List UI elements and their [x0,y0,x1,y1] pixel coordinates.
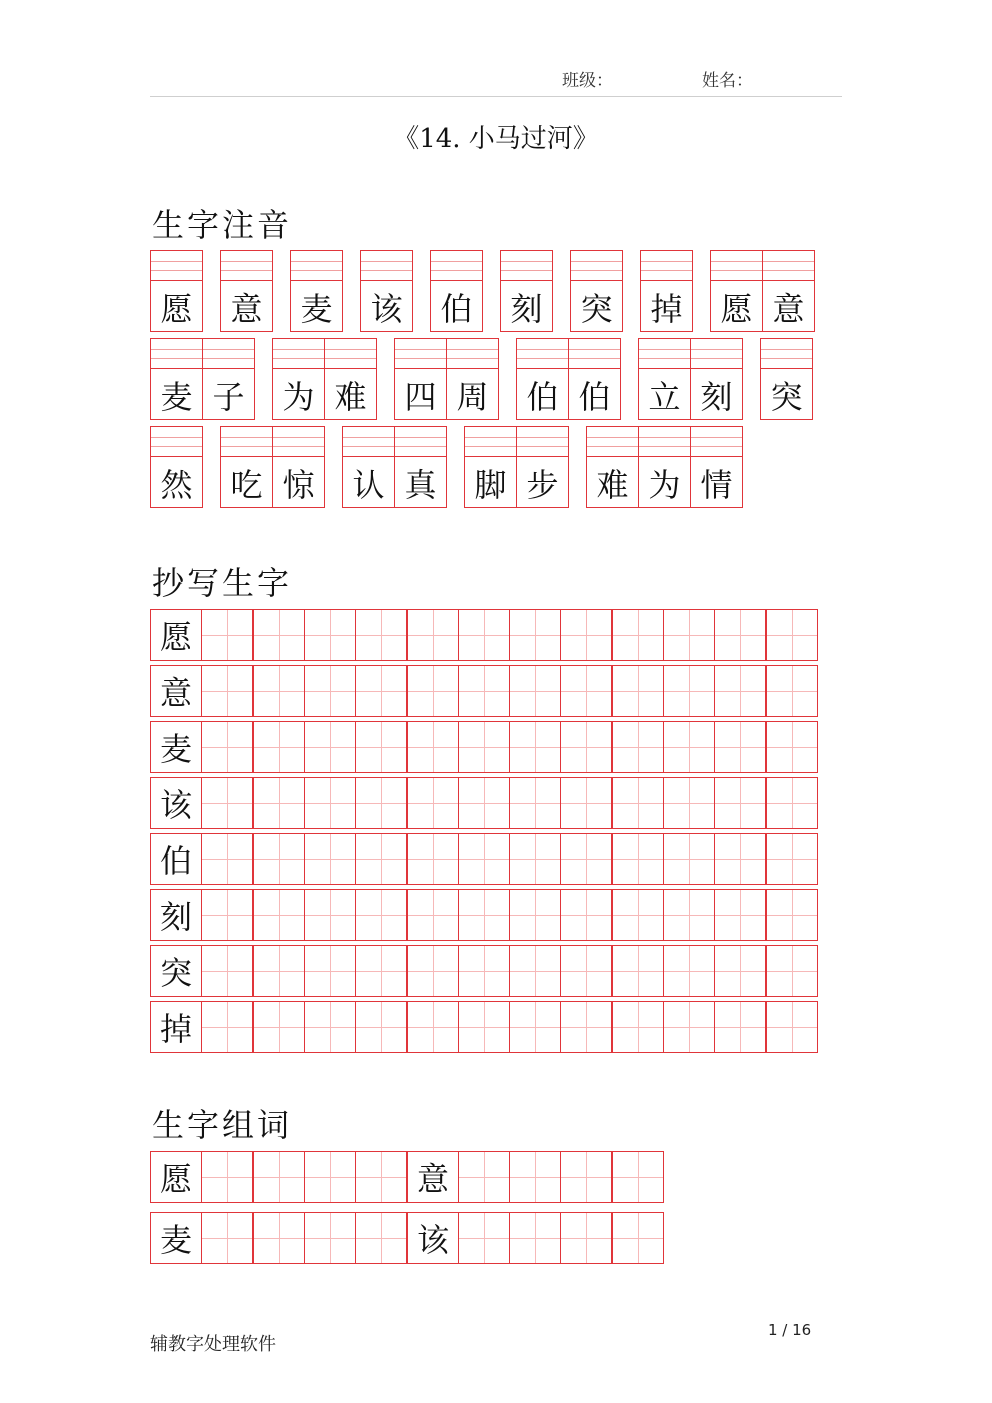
character-cell [150,427,202,507]
word-practice-cell[interactable] [560,1212,612,1264]
pinyin-word-box[interactable] [586,426,743,508]
practice-cell[interactable] [560,1001,612,1053]
word-practice-cell[interactable] [253,1212,305,1264]
practice-cell[interactable] [612,721,664,773]
practice-cell[interactable] [714,777,766,829]
practice-cell[interactable] [766,833,818,885]
character-cell [638,427,690,507]
practice-cell[interactable] [560,945,612,997]
character: 周 [456,378,489,416]
practice-cell[interactable] [560,665,612,717]
practice-cell[interactable] [663,833,715,885]
character: 步 [526,466,559,504]
character-cell [762,251,814,331]
character: 愿 [720,290,753,328]
practice-cell[interactable] [407,889,459,941]
practice-cell[interactable] [458,665,510,717]
character: 刻 [700,378,733,416]
character-cell [290,251,342,331]
character-cell [710,251,762,331]
practice-cell[interactable] [407,609,459,661]
practice-cell[interactable] [663,945,715,997]
character-cell [394,339,446,419]
practice-cell[interactable] [766,665,818,717]
practice-cell[interactable] [201,721,253,773]
character: 为 [648,466,681,504]
practice-cell[interactable] [714,609,766,661]
practice-cell[interactable] [253,1001,305,1053]
practice-cell[interactable] [560,609,612,661]
worksheet-title: 《14. 小马过河》 [393,124,599,154]
character-cell [394,427,446,507]
character-cell [342,427,394,507]
character: 伯 [526,378,559,416]
practice-cell[interactable] [201,609,253,661]
class-label: 班级： [562,71,613,91]
practice-cell[interactable] [304,609,356,661]
practice-cell[interactable] [355,833,407,885]
character-cell [690,339,742,419]
character-cell [272,427,324,507]
pinyin-word-box[interactable] [570,250,623,332]
character-cell [202,339,254,419]
pinyin-word-box[interactable] [430,250,483,332]
character: 为 [282,378,315,416]
practice-cell[interactable] [509,777,561,829]
model-character: 愿 [150,609,202,661]
model-character: 该 [150,777,202,829]
character-cell [150,251,202,331]
word-practice-cell[interactable] [201,1151,253,1203]
practice-cell[interactable] [509,721,561,773]
practice-cell[interactable] [201,665,253,717]
practice-cell[interactable] [714,721,766,773]
word-model-character: 意 [407,1151,459,1203]
practice-cell[interactable] [201,889,253,941]
word-practice-cell[interactable] [304,1151,356,1203]
page-number: 1 / 16 [768,1321,812,1339]
practice-cell[interactable] [509,1001,561,1053]
practice-cell[interactable] [663,1001,715,1053]
practice-cell[interactable] [612,889,664,941]
practice-cell[interactable] [253,609,305,661]
character-cell [760,339,812,419]
practice-cell[interactable] [407,833,459,885]
character-cell [220,427,272,507]
character: 掉 [650,290,683,328]
character: 突 [770,378,803,416]
practice-cell[interactable] [355,889,407,941]
practice-cell[interactable] [714,833,766,885]
character-cell [430,251,482,331]
character: 突 [580,290,613,328]
pinyin-word-box[interactable] [500,250,553,332]
word-practice-cell[interactable] [201,1212,253,1264]
model-character: 掉 [150,1001,202,1053]
practice-cell[interactable] [612,945,664,997]
practice-cell[interactable] [304,1001,356,1053]
model-character: 麦 [150,721,202,773]
pinyin-word-box[interactable] [640,250,693,332]
practice-cell[interactable] [355,721,407,773]
character-cell [586,427,638,507]
character-cell [360,251,412,331]
character: 伯 [440,290,473,328]
practice-cell[interactable] [201,945,253,997]
character-cell [516,427,568,507]
practice-cell[interactable] [766,945,818,997]
footer-software-name: 辅教字处理软件 [150,1334,276,1355]
pinyin-word-box[interactable] [150,338,255,420]
practice-cell[interactable] [714,665,766,717]
word-practice-cell[interactable] [560,1151,612,1203]
practice-cell[interactable] [304,777,356,829]
practice-cell[interactable] [560,833,612,885]
character: 情 [700,466,733,504]
character-cell [638,339,690,419]
pinyin-word-box[interactable] [360,250,413,332]
character: 认 [352,466,385,504]
header-divider [150,96,842,97]
character: 伯 [578,378,611,416]
character-cell [150,339,202,419]
pinyin-word-box[interactable] [516,338,621,420]
word-practice-cell[interactable] [509,1212,561,1264]
practice-cell[interactable] [458,609,510,661]
practice-cell[interactable] [612,833,664,885]
pinyin-word-box[interactable] [464,426,569,508]
character: 刻 [510,290,543,328]
pinyin-word-box[interactable] [760,338,813,420]
character: 惊 [282,466,315,504]
practice-cell[interactable] [253,945,305,997]
practice-cell[interactable] [663,777,715,829]
practice-cell[interactable] [253,665,305,717]
character: 麦 [160,378,193,416]
practice-cell[interactable] [304,945,356,997]
practice-cell[interactable] [766,889,818,941]
practice-cell[interactable] [714,889,766,941]
character-cell [500,251,552,331]
word-practice-cell[interactable] [612,1212,664,1264]
pinyin-word-box[interactable] [220,426,325,508]
practice-cell[interactable] [201,1001,253,1053]
pinyin-word-box[interactable] [220,250,273,332]
practice-cell[interactable] [612,609,664,661]
word-model-character: 麦 [150,1212,202,1264]
pinyin-word-box[interactable] [638,338,743,420]
model-character: 刻 [150,889,202,941]
pinyin-word-box[interactable] [150,426,203,508]
character-cell [570,251,622,331]
practice-cell[interactable] [304,665,356,717]
character-cell [446,339,498,419]
practice-cell[interactable] [201,833,253,885]
pinyin-word-box[interactable] [342,426,447,508]
word-practice-cell[interactable] [612,1151,664,1203]
word-practice-cell[interactable] [355,1151,407,1203]
practice-cell[interactable] [355,609,407,661]
practice-cell[interactable] [766,777,818,829]
practice-cell[interactable] [509,833,561,885]
character: 立 [648,378,681,416]
character-cell [464,427,516,507]
character-cell [324,339,376,419]
practice-cell[interactable] [458,721,510,773]
character-cell [272,339,324,419]
practice-cell[interactable] [509,609,561,661]
character-cell [568,339,620,419]
practice-cell[interactable] [355,945,407,997]
word-practice-cell[interactable] [509,1151,561,1203]
name-label: 姓名： [702,71,753,91]
word-practice-cell[interactable] [253,1151,305,1203]
practice-cell[interactable] [663,721,715,773]
model-character: 伯 [150,833,202,885]
practice-cell[interactable] [663,889,715,941]
word-model-character: 愿 [150,1151,202,1203]
practice-cell[interactable] [714,945,766,997]
model-character: 突 [150,945,202,997]
practice-cell[interactable] [407,1001,459,1053]
practice-cell[interactable] [253,777,305,829]
word-practice-cell[interactable] [355,1212,407,1264]
section-words-heading: 生字组词 [152,1106,293,1144]
character-cell [516,339,568,419]
practice-cell[interactable] [253,889,305,941]
practice-cell[interactable] [407,721,459,773]
practice-cell[interactable] [253,833,305,885]
practice-cell[interactable] [407,665,459,717]
practice-cell[interactable] [355,777,407,829]
character: 吃 [230,466,263,504]
pinyin-word-box[interactable] [710,250,815,332]
practice-cell[interactable] [304,721,356,773]
practice-cell[interactable] [355,1001,407,1053]
practice-cell[interactable] [560,889,612,941]
practice-cell[interactable] [304,889,356,941]
character: 然 [160,466,193,504]
practice-cell[interactable] [663,609,715,661]
practice-cell[interactable] [612,665,664,717]
word-practice-cell[interactable] [458,1212,510,1264]
character: 意 [230,290,263,328]
model-character: 意 [150,665,202,717]
character-cell [690,427,742,507]
pinyin-word-box[interactable] [394,338,499,420]
practice-cell[interactable] [766,721,818,773]
character: 难 [596,466,629,504]
character: 意 [772,290,805,328]
word-model-character: 该 [407,1212,459,1264]
practice-cell[interactable] [509,665,561,717]
practice-cell[interactable] [407,945,459,997]
practice-cell[interactable] [458,889,510,941]
practice-cell[interactable] [458,833,510,885]
section-copy-heading: 抄写生字 [152,564,293,602]
character-cell [640,251,692,331]
pinyin-word-box[interactable] [290,250,343,332]
practice-cell[interactable] [663,665,715,717]
practice-cell[interactable] [458,777,510,829]
practice-cell[interactable] [509,889,561,941]
pinyin-word-box[interactable] [150,250,203,332]
section-pinyin-heading: 生字注音 [152,206,293,244]
practice-cell[interactable] [304,833,356,885]
character: 愿 [160,290,193,328]
practice-cell[interactable] [766,1001,818,1053]
practice-cell[interactable] [766,609,818,661]
character: 该 [370,290,403,328]
word-practice-cell[interactable] [304,1212,356,1264]
practice-cell[interactable] [201,777,253,829]
practice-cell[interactable] [612,777,664,829]
character: 麦 [300,290,333,328]
practice-cell[interactable] [355,665,407,717]
practice-cell[interactable] [714,1001,766,1053]
character: 脚 [474,466,507,504]
character-cell [220,251,272,331]
character: 真 [404,466,437,504]
practice-cell[interactable] [509,945,561,997]
practice-cell[interactable] [560,777,612,829]
word-practice-cell[interactable] [458,1151,510,1203]
character: 四 [404,378,437,416]
practice-cell[interactable] [560,721,612,773]
practice-cell[interactable] [407,777,459,829]
character: 难 [334,378,367,416]
practice-cell[interactable] [612,1001,664,1053]
character: 子 [212,378,245,416]
practice-cell[interactable] [458,945,510,997]
pinyin-word-box[interactable] [272,338,377,420]
practice-cell[interactable] [253,721,305,773]
practice-cell[interactable] [458,1001,510,1053]
